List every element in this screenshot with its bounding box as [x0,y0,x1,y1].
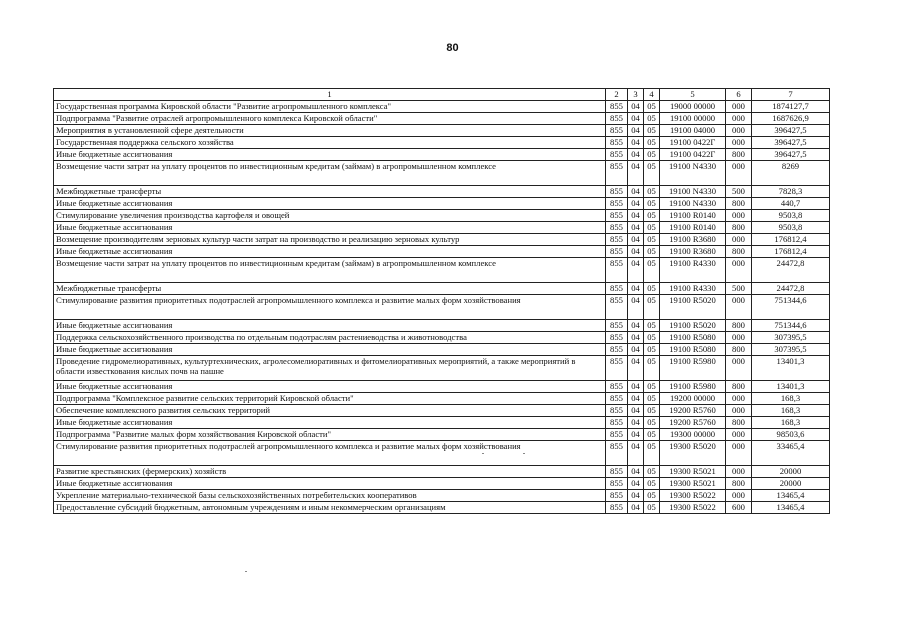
page-number: 80 [446,42,459,54]
column-header-4: 4 [644,89,660,101]
chapter-cell: 04 [628,502,644,514]
header-row [54,89,830,101]
table-row [54,429,830,441]
row-name-cell: Государственная программа Кировской области "Развитие агропромышленного комплекса" [54,101,606,113]
amount-cell: 440,7 [752,198,830,210]
target-article-cell: 19100 N4330 [660,198,726,210]
section-code-cell: 855 [606,283,628,295]
amount-cell: 168,3 [752,417,830,429]
target-article-cell: 19100 R5020 [660,320,726,332]
target-article-cell: 19100 04000 [660,125,726,137]
target-article-cell: 19200 R5760 [660,417,726,429]
section-code-cell: 855 [606,101,628,113]
row-name-cell: Проведение гидромелиоративных, культуртехнических, агролесомелиоративных и фитомелиоративных мероприятий, а также мероприятий в области известкования кислых почв на пашне [54,356,606,381]
subsection-cell: 05 [644,405,660,417]
expense-type-cell: 000 [726,113,752,125]
chapter-cell: 04 [628,222,644,234]
subsection-cell: 05 [644,441,660,466]
chapter-cell: 04 [628,113,644,125]
amount-cell: 396427,5 [752,125,830,137]
subsection-cell: 05 [644,393,660,405]
target-article-cell: 19100 00000 [660,113,726,125]
section-code-cell: 855 [606,246,628,258]
subsection-cell: 05 [644,417,660,429]
chapter-cell: 04 [628,125,644,137]
section-code-cell: 855 [606,161,628,186]
table-row [54,332,830,344]
section-code-cell: 855 [606,258,628,283]
chapter-cell: 04 [628,295,644,320]
column-header-1: 1 [54,89,606,101]
subsection-cell: 05 [644,320,660,332]
expense-type-cell: 800 [726,417,752,429]
amount-cell: 24472,8 [752,258,830,283]
amount-cell: 98503,6 [752,429,830,441]
expense-type-cell: 800 [726,344,752,356]
amount-cell: 13401,3 [752,381,830,393]
target-article-cell: 19100 N4330 [660,186,726,198]
amount-cell: 13401,3 [752,356,830,381]
subsection-cell: 05 [644,295,660,320]
chapter-cell: 04 [628,283,644,295]
column-header-2: 2 [606,89,628,101]
section-code-cell: 855 [606,186,628,198]
section-code-cell: 855 [606,295,628,320]
row-name-cell: Стимулирование увеличения производства картофеля и овощей [54,210,606,222]
target-article-cell: 19000 00000 [660,101,726,113]
row-name-cell: Возмещение части затрат на уплату процентов по инвестиционным кредитам (займам) в агропромышленном комплексе [54,258,606,283]
table-row [54,405,830,417]
table-row [54,198,830,210]
expense-type-cell: 000 [726,258,752,283]
expense-type-cell: 800 [726,149,752,161]
table-row [54,441,830,466]
subsection-cell: 05 [644,101,660,113]
target-article-cell: 19300 R5022 [660,490,726,502]
chapter-cell: 04 [628,356,644,381]
row-name-cell: Предоставление субсидий бюджетным, автономным учреждениям и иным некоммерческим организациям [54,502,606,514]
subsection-cell: 05 [644,429,660,441]
section-code-cell: 855 [606,441,628,466]
subsection-cell: 05 [644,246,660,258]
table-row [54,246,830,258]
row-name-cell: Укрепление материально-технической базы сельскохозяйственных потребительских кооперативов [54,490,606,502]
section-code-cell: 855 [606,234,628,246]
scan-artifact [245,571,247,572]
table-row [54,356,830,381]
table-row [54,478,830,490]
subsection-cell: 05 [644,258,660,283]
target-article-cell: 19100 R5980 [660,356,726,381]
chapter-cell: 04 [628,417,644,429]
target-article-cell: 19300 R5021 [660,478,726,490]
amount-cell: 13465,4 [752,502,830,514]
row-name-cell: Иные бюджетные ассигнования [54,478,606,490]
table-row [54,137,830,149]
table-row [54,295,830,320]
subsection-cell: 05 [644,332,660,344]
row-name-cell: Межбюджетные трансферты [54,186,606,198]
section-code-cell: 855 [606,381,628,393]
section-code-cell: 855 [606,198,628,210]
chapter-cell: 04 [628,381,644,393]
target-article-cell: 19100 R5980 [660,381,726,393]
subsection-cell: 05 [644,234,660,246]
amount-cell: 8269 [752,161,830,186]
target-article-cell: 19100 R4330 [660,283,726,295]
section-code-cell: 855 [606,417,628,429]
subsection-cell: 05 [644,210,660,222]
section-code-cell: 855 [606,356,628,381]
section-code-cell: 855 [606,393,628,405]
row-name-cell: Возмещение части затрат на уплату процентов по инвестиционным кредитам (займам) в агропромышленном комплексе [54,161,606,186]
expense-type-cell: 000 [726,466,752,478]
target-article-cell: 19100 0422Г [660,149,726,161]
section-code-cell: 855 [606,429,628,441]
row-name-cell: Иные бюджетные ассигнования [54,198,606,210]
chapter-cell: 04 [628,101,644,113]
chapter-cell: 04 [628,490,644,502]
subsection-cell: 05 [644,222,660,234]
expense-type-cell: 000 [726,393,752,405]
amount-cell: 9503,8 [752,210,830,222]
table-row [54,344,830,356]
amount-cell: 9503,8 [752,222,830,234]
target-article-cell: 19200 R5760 [660,405,726,417]
row-name-cell: Иные бюджетные ассигнования [54,149,606,161]
target-article-cell: 19100 R5080 [660,344,726,356]
expense-type-cell: 500 [726,283,752,295]
subsection-cell: 05 [644,502,660,514]
section-code-cell: 855 [606,332,628,344]
row-name-cell: Подпрограмма "Развитие малых форм хозяйствования Кировской области" [54,429,606,441]
amount-cell: 20000 [752,466,830,478]
section-code-cell: 855 [606,405,628,417]
target-article-cell: 19100 0422Г [660,137,726,149]
chapter-cell: 04 [628,332,644,344]
table-row [54,466,830,478]
row-name-cell: Иные бюджетные ассигнования [54,381,606,393]
table-row [54,186,830,198]
amount-cell: 24472,8 [752,283,830,295]
expense-type-cell: 000 [726,405,752,417]
expense-type-cell: 000 [726,490,752,502]
subsection-cell: 05 [644,381,660,393]
subsection-cell: 05 [644,478,660,490]
section-code-cell: 855 [606,466,628,478]
table-row [54,381,830,393]
target-article-cell: 19300 00000 [660,429,726,441]
row-name-cell: Подпрограмма "Развитие отраслей агропромышленного комплекса Кировской области" [54,113,606,125]
chapter-cell: 04 [628,478,644,490]
row-name-cell: Межбюджетные трансферты [54,283,606,295]
expense-type-cell: 800 [726,198,752,210]
subsection-cell: 05 [644,283,660,295]
target-article-cell: 19100 R0140 [660,222,726,234]
table-row [54,283,830,295]
target-article-cell: 19100 R4330 [660,258,726,283]
target-article-cell: 19100 R5020 [660,295,726,320]
section-code-cell: 855 [606,222,628,234]
expense-type-cell: 800 [726,478,752,490]
table-body [54,101,830,514]
expense-type-cell: 000 [726,234,752,246]
row-name-cell: Возмещение производителям зерновых культур части затрат на производство и реализацию зерновых культур [54,234,606,246]
scan-artifact [523,453,525,454]
section-code-cell: 855 [606,113,628,125]
column-header-6: 6 [726,89,752,101]
row-name-cell: Поддержка сельскохозяйственного производства по отдельным подотраслям растениеводства и животноводства [54,332,606,344]
row-name-cell: Государственная поддержка сельского хозяйства [54,137,606,149]
expense-type-cell: 000 [726,137,752,149]
table-row [54,490,830,502]
scan-artifact [482,453,484,454]
table-row [54,258,830,283]
row-name-cell: Иные бюджетные ассигнования [54,222,606,234]
subsection-cell: 05 [644,125,660,137]
amount-cell: 7828,3 [752,186,830,198]
table-row [54,125,830,137]
row-name-cell: Стимулирование развития приоритетных подотраслей агропромышленного комплекса и развитие малых форм хозяйствования [54,441,606,466]
table-row [54,113,830,125]
row-name-cell: Обеспечение комплексного развития сельских территорий [54,405,606,417]
expense-type-cell: 800 [726,246,752,258]
chapter-cell: 04 [628,149,644,161]
row-name-cell: Стимулирование развития приоритетных подотраслей агропромышленного комплекса и развитие малых форм хозяйствования [54,295,606,320]
chapter-cell: 04 [628,258,644,283]
expense-type-cell: 000 [726,441,752,466]
section-code-cell: 855 [606,210,628,222]
amount-cell: 307395,5 [752,332,830,344]
section-code-cell: 855 [606,149,628,161]
row-name-cell: Мероприятия в установленной сфере деятельности [54,125,606,137]
target-article-cell: 19300 R5022 [660,502,726,514]
amount-cell: 1687626,9 [752,113,830,125]
chapter-cell: 04 [628,405,644,417]
amount-cell: 20000 [752,478,830,490]
section-code-cell: 855 [606,344,628,356]
chapter-cell: 04 [628,198,644,210]
chapter-cell: 04 [628,466,644,478]
chapter-cell: 04 [628,186,644,198]
section-code-cell: 855 [606,320,628,332]
amount-cell: 396427,5 [752,149,830,161]
amount-cell: 396427,5 [752,137,830,149]
expense-type-cell: 600 [726,502,752,514]
amount-cell: 307395,5 [752,344,830,356]
amount-cell: 168,3 [752,393,830,405]
table-row [54,210,830,222]
budget-table [53,88,830,514]
chapter-cell: 04 [628,234,644,246]
section-code-cell: 855 [606,125,628,137]
chapter-cell: 04 [628,344,644,356]
amount-cell: 1874127,7 [752,101,830,113]
chapter-cell: 04 [628,441,644,466]
subsection-cell: 05 [644,161,660,186]
target-article-cell: 19200 00000 [660,393,726,405]
column-header-3: 3 [628,89,644,101]
expense-type-cell: 000 [726,295,752,320]
expense-type-cell: 800 [726,222,752,234]
chapter-cell: 04 [628,246,644,258]
row-name-cell: Иные бюджетные ассигнования [54,246,606,258]
row-name-cell: Иные бюджетные ассигнования [54,417,606,429]
table-row [54,222,830,234]
subsection-cell: 05 [644,490,660,502]
row-name-cell: Развитие крестьянских (фермерских) хозяйств [54,466,606,478]
expense-type-cell: 000 [726,125,752,137]
expense-type-cell: 500 [726,186,752,198]
subsection-cell: 05 [644,356,660,381]
row-name-cell: Иные бюджетные ассигнования [54,320,606,332]
expense-type-cell: 000 [726,101,752,113]
section-code-cell: 855 [606,137,628,149]
amount-cell: 168,3 [752,405,830,417]
chapter-cell: 04 [628,210,644,222]
expense-type-cell: 000 [726,210,752,222]
table-row [54,149,830,161]
subsection-cell: 05 [644,186,660,198]
row-name-cell: Иные бюджетные ассигнования [54,344,606,356]
column-header-7: 7 [752,89,830,101]
expense-type-cell: 800 [726,320,752,332]
target-article-cell: 19300 R5021 [660,466,726,478]
subsection-cell: 05 [644,198,660,210]
chapter-cell: 04 [628,393,644,405]
subsection-cell: 05 [644,137,660,149]
section-code-cell: 855 [606,490,628,502]
chapter-cell: 04 [628,137,644,149]
target-article-cell: 19100 N4330 [660,161,726,186]
expense-type-cell: 000 [726,429,752,441]
target-article-cell: 19300 R5020 [660,441,726,466]
column-header-5: 5 [660,89,726,101]
table-row [54,320,830,332]
chapter-cell: 04 [628,161,644,186]
amount-cell: 176812,4 [752,246,830,258]
amount-cell: 33465,4 [752,441,830,466]
amount-cell: 751344,6 [752,320,830,332]
table-row [54,393,830,405]
expense-type-cell: 000 [726,356,752,381]
amount-cell: 176812,4 [752,234,830,246]
subsection-cell: 05 [644,344,660,356]
target-article-cell: 19100 R5080 [660,332,726,344]
subsection-cell: 05 [644,113,660,125]
section-code-cell: 855 [606,478,628,490]
expense-type-cell: 000 [726,161,752,186]
section-code-cell: 855 [606,502,628,514]
amount-cell: 13465,4 [752,490,830,502]
subsection-cell: 05 [644,149,660,161]
chapter-cell: 04 [628,429,644,441]
target-article-cell: 19100 R0140 [660,210,726,222]
subsection-cell: 05 [644,466,660,478]
target-article-cell: 19100 R3680 [660,234,726,246]
expense-type-cell: 800 [726,381,752,393]
table-row [54,101,830,113]
target-article-cell: 19100 R3680 [660,246,726,258]
amount-cell: 751344,6 [752,295,830,320]
expense-type-cell: 000 [726,332,752,344]
table-row [54,161,830,186]
table-row [54,502,830,514]
chapter-cell: 04 [628,320,644,332]
table-row [54,234,830,246]
row-name-cell: Подпрограмма "Комплексное развитие сельских территорий Кировской области" [54,393,606,405]
table-row [54,417,830,429]
